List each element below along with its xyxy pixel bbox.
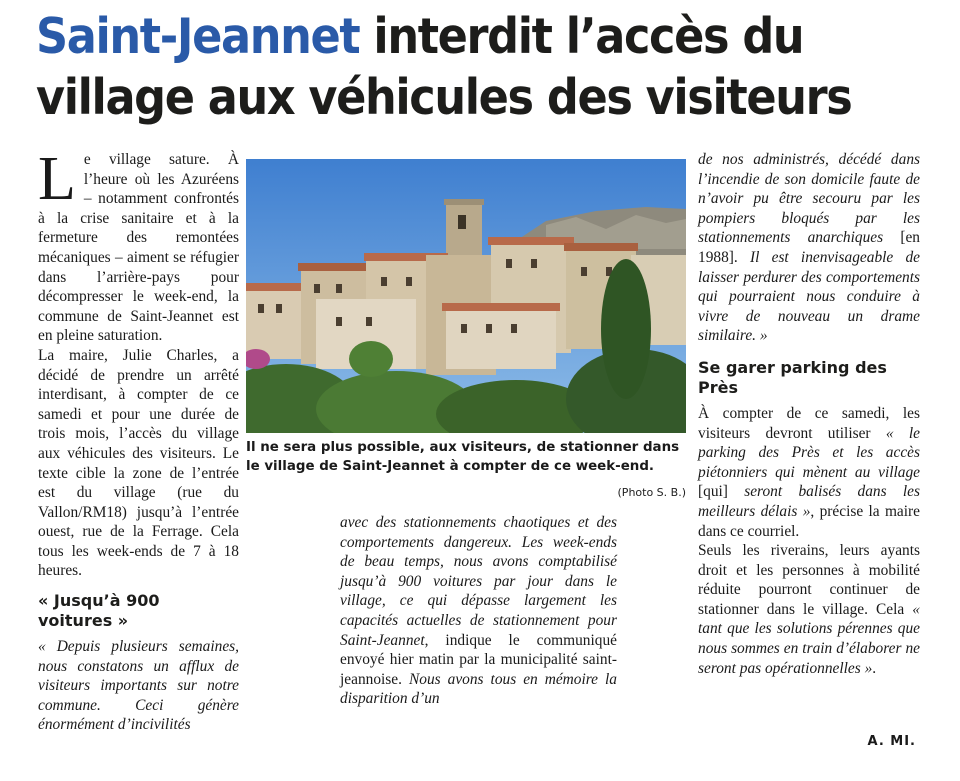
parking-d: seront balisés dans les meilleurs délais » (698, 483, 921, 520)
paragraph-quote-start: « Depuis plusieurs semaines, nous constatons un afflux de visiteurs importants sur notre commune. Ceci génère énormément d’incivilités (38, 638, 239, 734)
headline-line-1-rest: interdit l’accès du (359, 8, 804, 65)
paragraph-communique (340, 513, 617, 709)
paragraph-memory (698, 150, 920, 346)
headline (36, 6, 855, 128)
author-signature: A. MI. (867, 734, 916, 749)
memory-year: [en 1988]. (698, 229, 921, 266)
headline-line-2: village aux véhicules des visiteurs (36, 69, 852, 126)
memory-quote-a: de nos administrés, décédé dans l’incendie de son domicile faute de n’avoir pu être secouru par les pompiers bloqués par les stationnements anarchiques (698, 151, 920, 247)
photo-caption: Il ne sera plus possible, aux visiteurs, de stationner dans le village de Saint-Jeannet à compter de ce week-end. (246, 440, 680, 474)
village-photo-illustration (246, 159, 686, 433)
paragraph-intro (38, 145, 239, 346)
paragraph-residents (698, 541, 920, 678)
headline-line-1 (36, 6, 855, 67)
photo-credit: (Photo S. B.) (617, 486, 686, 499)
subhead-900-voitures: « Jusqu’à 900 voitures » (38, 591, 160, 631)
subhead-parking: Se garer parking des Près (698, 357, 887, 397)
paragraph-intro-text: e village sature. À l’heure où les Azuréens – notamment confrontés à la crise sanitaire et à la fermeture des remontées mécaniques – aiment se réfugier dans l’arrière-pays pour décompresser le week-end, la commune de Saint-Jeannet est en pleine saturation. (38, 151, 239, 345)
church-tower (446, 201, 482, 263)
column-1 (38, 145, 239, 735)
residents-b: « tant que les solutions pérennes que nous sommes en train d’élaborer ne seront pas opérationnelles » (698, 600, 920, 677)
village-photo (246, 159, 686, 433)
parking-a: À compter de ce samedi, les visiteurs devront utiliser (698, 404, 920, 442)
residents-a: Seuls les riverains, leurs ayants droit et les personnes à mobilité réduite pourront continuer de stationner dans le village. Cela (698, 542, 920, 618)
paragraph-parking (698, 404, 920, 541)
communique-attribution: , indique le communiqué envoyé hier matin par la municipalité saint-jeannoise. (340, 631, 617, 688)
memory-quote-c: Il est inenvisageable de laisser perdurer des comportements qui pourraient nous conduire à vivre de nouveau un drame similaire. » (698, 248, 920, 345)
column-2 (340, 513, 617, 709)
parking-b: « le parking des Près et les accès piétonniers qui mènent au village (698, 424, 920, 481)
quote-part-1: avec des stationnements chaotiques et des comportements dangereux. Les week-ends de beau temps, nous avons comptabilisé jusqu’à 900 voitures par jour dans le village, ce qui dépasse largement les capacités actuelles de stationnement pour Saint-Jeannet (340, 514, 617, 649)
residents-c: . (872, 659, 877, 677)
parking-e: , précise la maire dans ce courriel. (698, 502, 920, 540)
parking-c: [qui] (698, 483, 745, 501)
quote-part-2: Nous avons tous en mémoire la disparition d’un (340, 670, 617, 708)
column-3 (698, 150, 920, 678)
paragraph-decree: La maire, Julie Charles, a décidé de prendre un arrêté interdisant, à compter de ce samedi et pour une durée de trois mois, l’accès du village aux véhicules des visiteurs. Le texte cible la zone de l’entrée est du village (rue du Vallon/RM18) jusqu’à l’entrée ouest, rue de la Ferrage. Cela tous les week-ends de 7 à 18 heures. (38, 346, 239, 580)
drop-cap: L (38, 145, 76, 213)
headline-place: Saint-Jeannet (36, 8, 360, 65)
